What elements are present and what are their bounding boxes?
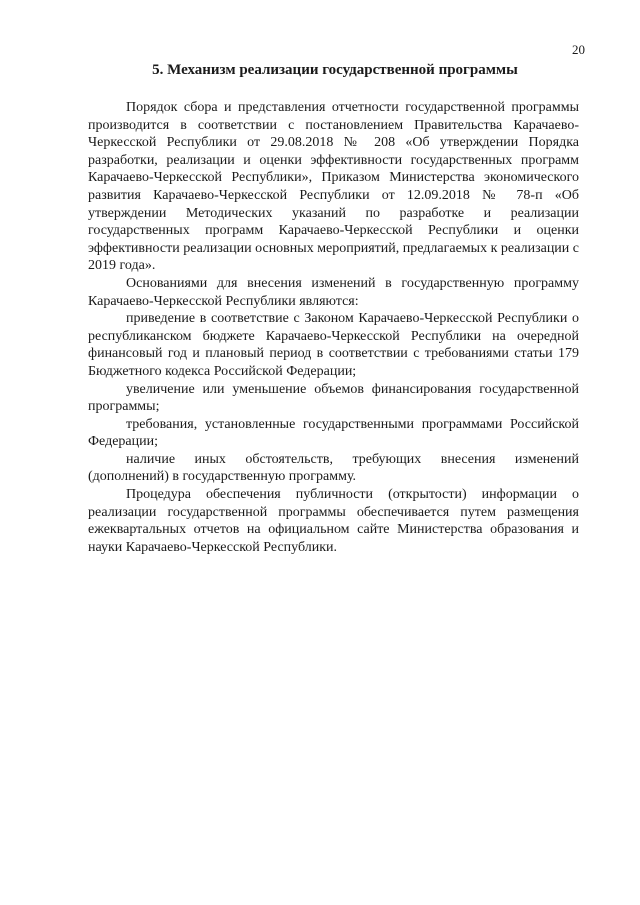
page-number: 20 [572,42,585,57]
paragraph-grounds-intro: Основаниями для внесения изменений в государственную программу Карачаево-Черкесской Республики являются: [88,275,579,309]
paragraph-other-circumstances: наличие иных обстоятельств, требующих внесения изменений (дополнений) в государственную программу. [88,451,579,485]
paragraph-funding-change: увеличение или уменьшение объемов финансирования государственной программы; [88,381,579,415]
document-body [88,99,579,556]
paragraph-budget-compliance: приведение в соответствие с Законом Карачаево-Черкесской Республики о республиканском бюджете Карачаево-Черкесской Республики на очередной финансовый год и плановый период в соответствии с требованиями статьи 179 Бюджетного кодекса Российской Федерации; [88,311,579,379]
paragraph-federal-requirements: требования, установленные государственными программами Российской Федерации; [88,416,579,450]
paragraph-publicity-procedure: Процедура обеспечения публичности (открытости) информации о реализации государственной программы обеспечивается путем размещения ежеквартальных отчетов на официальном сайте Министерства образования и науки Карачаево-Черкесской Республики. [88,487,579,555]
section-title: 5. Механизм реализации государственной программы [152,62,518,78]
paragraph-reporting-procedure: Порядок сбора и представления отчетности государственной программы производится в соответствии с постановлением Правительства Карачаево-Черкесской Республики от 29.08.2018 № 208 «Об утверждении Порядка разработки, реализации и оценки эффективности государственных программ Карачаево-Черкесской Республики», Приказом Министерства экономического развития Карачаево-Черкесской Республики от 12.09.2018 № 78-п «Об утверждении Методических указаний по разработке и реализации государственных программ Карачаево-Черкесской Республики и оценки эффективности реализации основных мероприятий, предлагаемых к реализации с 2019 года». [88,100,580,274]
